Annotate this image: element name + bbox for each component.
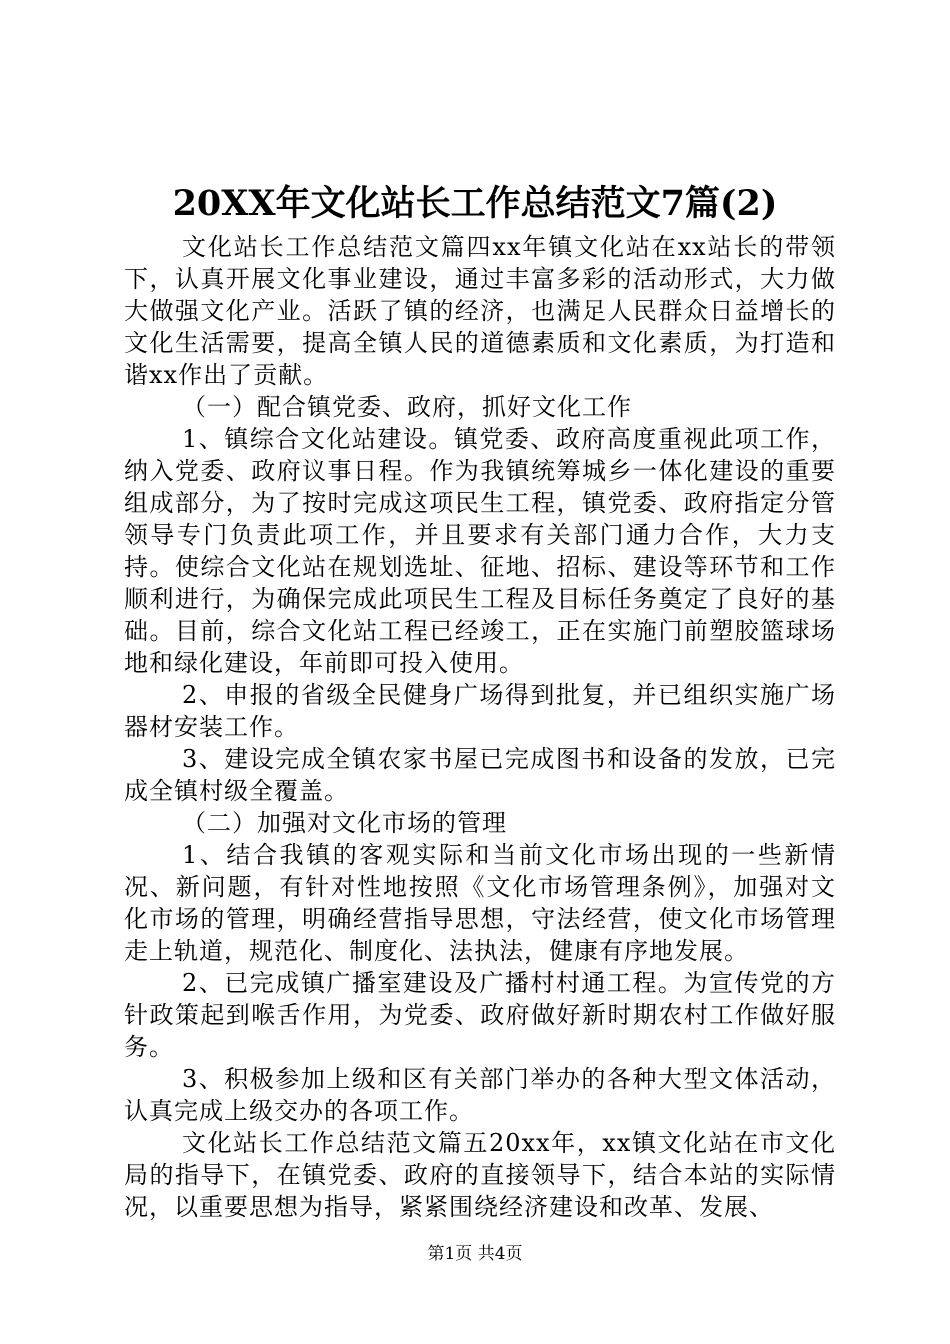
paragraph-2-2: 2、已完成镇广播室建设及广播村村通工程。为宣传党的方针政策起到喉舌作用，为党委、政府做好新时期农村工作做好服务。 <box>124 969 836 1061</box>
paragraph-1-1: 1、镇综合文化站建设。镇党委、政府高度重视此项工作，纳入党委、政府议事日程。作为我镇统筹城乡一体化建设的重要组成部分，为了按时完成这项民生工程，镇党委、政府指定分管领导专门负责此项工作，并且要求有关部门通力合作，大力支持。使综合文化站在规划选址、征地、招标、建设等环节和工作顺利进行，为确保完成此项民生工程及目标任务奠定了良好的基础。目前，综合文化站工程已经竣工，正在实施门前塑胶篮球场地和绿化建设，年前即可投入使用。 <box>124 425 836 677</box>
paragraph-article-five: 文化站长工作总结范文篇五20xx年，xx镇文化站在市文化局的指导下，在镇党委、政府的直接领导下，结合本站的实际情况，以重要思想为指导，紧紧围绕经济建设和改革、发展、 <box>124 1129 836 1221</box>
paragraph-intro: 文化站长工作总结范文篇四xx年镇文化站在xx站长的带领下，认真开展文化事业建设，通过丰富多彩的活动形式，大力做大做强文化产业。活跃了镇的经济，也满足人民群众日益增长的文化生活需要，提高全镇人民的道德素质和文化素质，为打造和谐xx作出了贡献。 <box>124 233 836 389</box>
document-body <box>124 231 836 1223</box>
section-heading-1: （一）配合镇党委、政府，抓好文化工作 <box>182 393 632 421</box>
document-title: 20XX年文化站长工作总结范文7篇(2) <box>172 183 778 224</box>
paragraph-2-3: 3、积极参加上级和区有关部门举办的各种大型文体活动，认真完成上级交办的各项工作。 <box>124 1065 836 1125</box>
paragraph-1-3: 3、建设完成全镇农家书屋已完成图书和设备的发放，已完成全镇村级全覆盖。 <box>124 745 836 805</box>
page-footer: 第1页 共4页 <box>427 1244 523 1264</box>
section-heading-2: （二）加强对文化市场的管理 <box>182 809 507 837</box>
paragraph-2-1: 1、结合我镇的客观实际和当前文化市场出现的一些新情况、新问题，有针对性地按照《文化市场管理条例》，加强对文化市场的管理，明确经营指导思想，守法经营，使文化市场管理走上轨道，规范化、制度化、法执法，健康有序地发展。 <box>124 841 836 965</box>
paragraph-1-2: 2、申报的省级全民健身广场得到批复，并已组织实施广场器材安装工作。 <box>124 681 836 741</box>
